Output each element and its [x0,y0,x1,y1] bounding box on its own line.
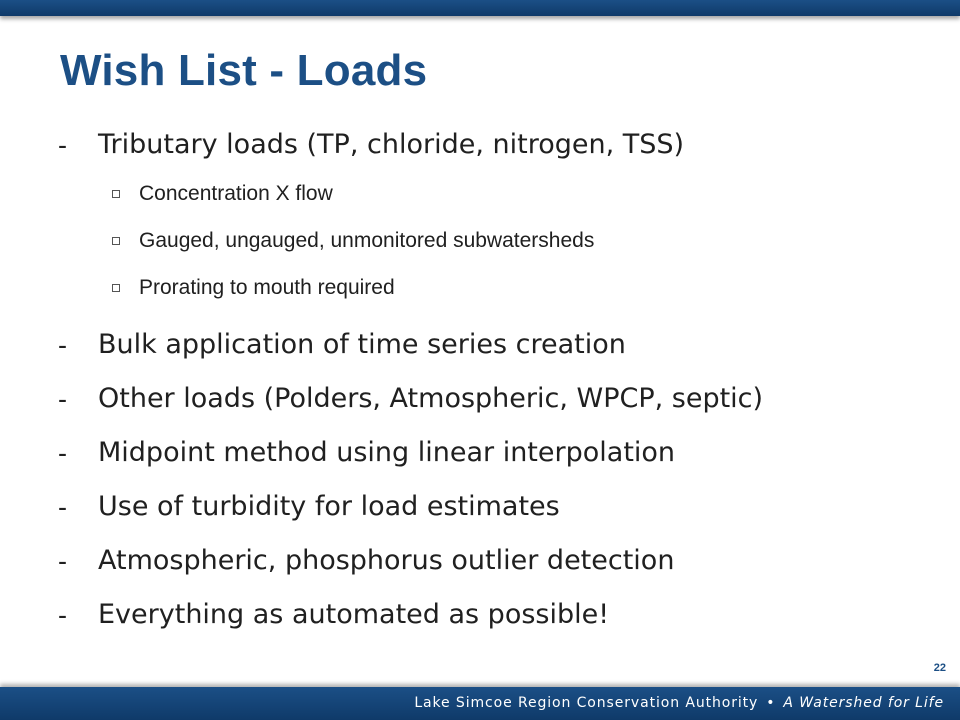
bullet-text: Midpoint method using linear interpolation [98,437,676,468]
sub-bullet-text: Concentration X flow [139,182,333,205]
footer-organization: Lake Simcoe Region Conservation Authority [414,695,759,711]
sub-bullet-text: Prorating to mouth required [139,276,395,299]
bullet-item [58,488,938,526]
bullet-text: Bulk application of time series creation [98,329,626,360]
bullet-text: Use of turbidity for load estimates [98,491,560,522]
top-bar [0,0,960,16]
dash-bullet: - [58,330,67,360]
bullet-item [58,434,938,472]
bullet-item [58,126,938,164]
bullet-text: Other loads (Polders, Atmospheric, WPCP, septic) [98,383,764,414]
bullet-text: Atmospheric, phosphorus outlier detection [98,545,675,576]
dash-bullet: - [58,600,67,630]
dash-bullet: - [58,546,67,576]
footer-bar [0,687,960,720]
bullet-item [58,380,938,418]
footer-tagline: A Watershed for Life [783,695,944,711]
sub-bullet-text: Gauged, ungauged, unmonitored subwatersheds [139,229,595,252]
sub-bullet-item [58,180,938,208]
slide-title: Wish List - Loads [60,46,428,95]
bullet-item [58,596,938,634]
bullet-text: Tributary loads (TP, chloride, nitrogen, TSS) [98,129,685,160]
footer-separator: • [766,695,776,711]
square-bullet-icon [112,237,120,245]
dash-bullet: - [58,438,67,468]
square-bullet-icon [112,190,120,198]
footer-text [414,695,944,711]
bullet-text: Everything as automated as possible! [98,599,610,630]
dash-bullet: - [58,384,67,414]
bullet-item [58,326,938,364]
page-number: 22 [933,662,946,674]
dash-bullet: - [58,492,67,522]
sub-bullet-item [58,274,938,302]
bullet-list [58,126,938,650]
bullet-item [58,542,938,580]
sub-bullet-item [58,227,938,255]
dash-bullet: - [58,130,67,160]
square-bullet-icon [112,284,120,292]
